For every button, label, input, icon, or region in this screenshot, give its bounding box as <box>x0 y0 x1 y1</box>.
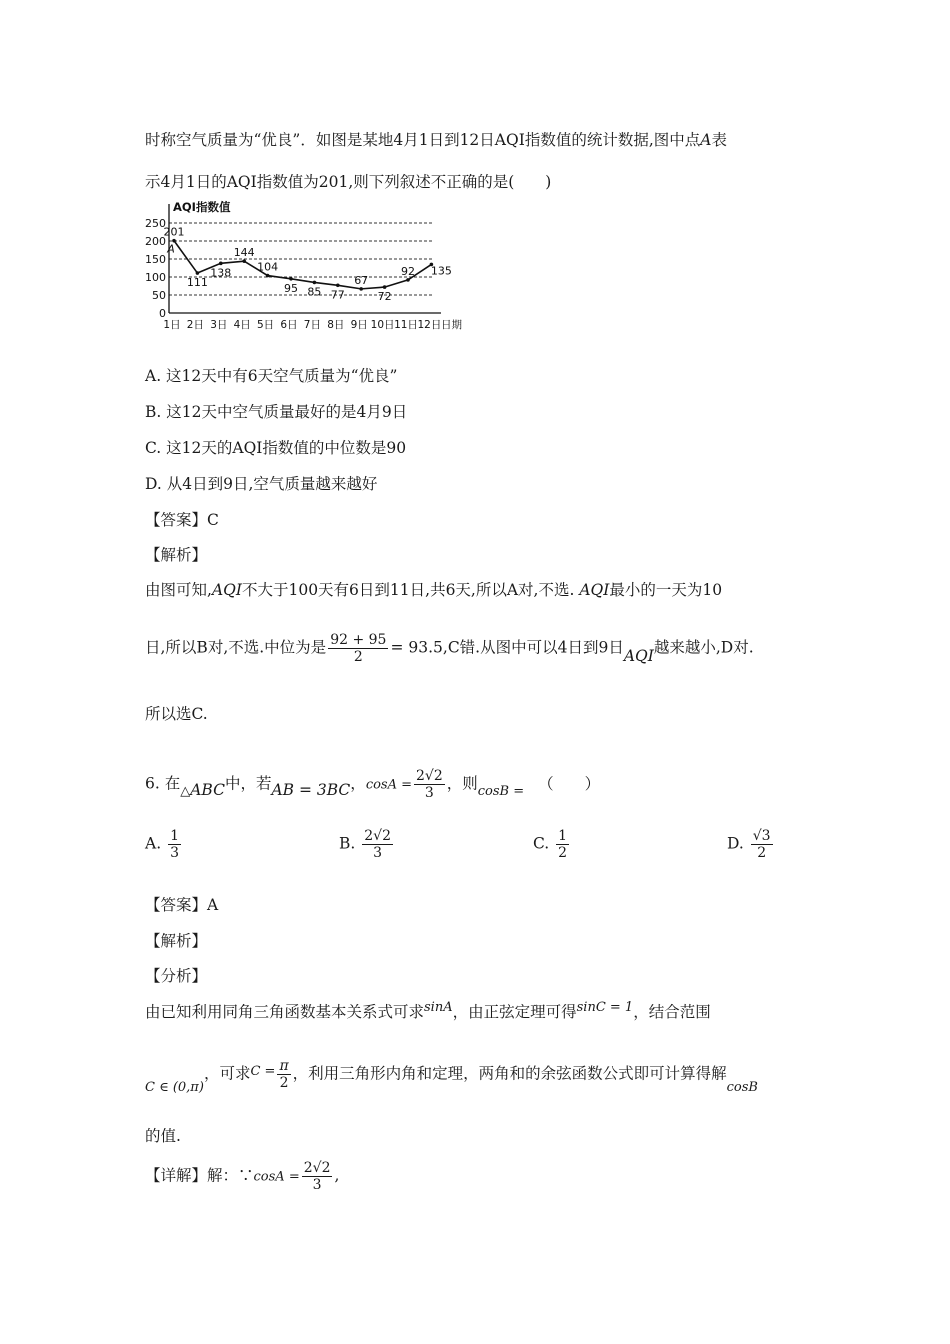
y-tick-label: 200 <box>145 235 166 248</box>
x-tick-label: 5日 <box>257 319 275 331</box>
q6-option-c: C. $\frac{1}{2}$ <box>533 828 568 862</box>
data-label: 138 <box>210 266 232 280</box>
detail-line: 【详解】解：∵cosA = $\frac{2√2}{3}$ , <box>145 1160 340 1194</box>
analysis-6-label: 【解析】 <box>145 932 208 950</box>
detail-fraction: $\frac{2√2}{3}$ <box>303 1160 331 1194</box>
data-label: 95 <box>284 281 298 295</box>
x-tick-label: 2日 <box>186 319 204 331</box>
x-tick-label: 11日 <box>394 319 418 331</box>
q6-option-b: B. $\frac{2√2}{3}$ <box>339 828 392 862</box>
analysis-5-line-2: 日,所以B对,不选.中位为是 $\frac{92 + 95}{2}$ = 93.5,C错.从图中可以4日到9日AQI越来越小,D对. <box>145 632 754 666</box>
data-point <box>242 259 246 263</box>
answer-5: 【答案】C <box>145 511 219 529</box>
y-tick-label: 250 <box>145 217 166 230</box>
data-label: 135 <box>430 264 452 278</box>
data-point <box>383 285 387 289</box>
cosA-fraction: $\frac{2√2}{3}$ <box>416 768 443 802</box>
data-point <box>219 262 223 266</box>
x-tick-label: 3日 <box>210 319 228 331</box>
option-d: D. 从4日到9日,空气质量越来越好 <box>145 475 378 493</box>
point-a-label: A <box>167 242 175 256</box>
x-tick-label: 1日 <box>163 319 181 331</box>
aqi-series-line <box>174 241 431 289</box>
x-tick-label: 8日 <box>327 319 345 331</box>
data-label: 104 <box>257 260 279 274</box>
data-point <box>359 287 363 291</box>
y-tick-label: 0 <box>159 307 166 320</box>
option-a: A. 这12天中有6天空气质量为“优良” <box>145 367 398 385</box>
data-label: 77 <box>330 288 345 302</box>
y-tick-label: 50 <box>152 289 166 302</box>
x-tick-label: 6日 <box>280 319 298 331</box>
x-tick-label: 7日 <box>303 319 321 331</box>
data-point <box>406 278 410 282</box>
aqi-line-chart <box>145 198 462 333</box>
option-b: B. 这12天中空气质量最好的是4月9日 <box>145 403 408 421</box>
answer-6: 【答案】A <box>145 896 219 914</box>
data-point <box>289 277 293 281</box>
data-label: 144 <box>233 246 255 260</box>
intro-line-1: 时称空气质量为“优良”．如图是某地4月1日到12日AQI指数值的统计数据,图中点A表 <box>145 131 727 149</box>
data-point <box>266 274 270 278</box>
fenxi-label: 【分析】 <box>145 967 208 985</box>
pi-over-2: $\frac{\pi}{2}$ <box>279 1058 289 1092</box>
x-tick-label: 9日 <box>350 319 368 331</box>
median-fraction: $\frac{92 + 95}{2}$ <box>330 632 387 666</box>
x-tick-label: 10日 <box>370 319 395 331</box>
data-point <box>313 281 317 285</box>
x-tick-label: 12日 <box>417 319 442 331</box>
y-tick-label: 150 <box>145 253 166 266</box>
x-axis-label: 日期 <box>441 319 462 331</box>
q6-option-a: A. $\frac{1}{3}$ <box>145 828 179 862</box>
analysis-5-line-1: 由图可知,AQI不大于100天有6日到11日,共6天,所以A对,不选. AQI最小的一天为10 <box>145 581 723 599</box>
intro-line-2: 示4月1日的AQI指数值为201,则下列叙述不正确的是( ) <box>145 173 552 191</box>
data-label: 67 <box>354 273 369 287</box>
data-label: 85 <box>307 285 322 299</box>
option-c: C. 这12天的AQI指数值的中位数是90 <box>145 439 407 457</box>
data-point <box>336 283 340 287</box>
fenxi-line-1: 由已知利用同角三角函数基本关系式可求$^{sinA}$，由正弦定理可得$^{sinC = 1}$，结合范围 <box>145 1000 711 1021</box>
data-label: 201 <box>163 225 185 239</box>
data-label: 72 <box>377 290 392 304</box>
y-axis-label: AQI指数值 <box>173 200 231 214</box>
q6-option-d: D. $\frac{√3}{2}$ <box>727 828 771 862</box>
analysis-5-label: 【解析】 <box>145 546 208 564</box>
x-tick-label: 4日 <box>233 319 251 331</box>
fenxi-line-3: 的值. <box>145 1127 181 1145</box>
y-tick-label: 100 <box>145 271 166 284</box>
fenxi-line-2: $_{C \in (0,\pi)}$，可求$^{C =}$ $\frac{\pi}{2}$ ，利用三角形内角和定理，两角和的余弦函数公式即可计算得解$_{cosB}$ <box>145 1058 758 1095</box>
question-6: 6. 在$_\triangle$ABC中，若AB = 3BC，cosA = $\frac{2√2}{3}$ ，则$_{cosB =}$ （ ） <box>145 768 601 802</box>
analysis-5-line-3: 所以选C. <box>145 705 208 723</box>
data-point <box>196 271 200 275</box>
data-label: 111 <box>186 276 208 290</box>
data-label: 92 <box>401 264 415 278</box>
